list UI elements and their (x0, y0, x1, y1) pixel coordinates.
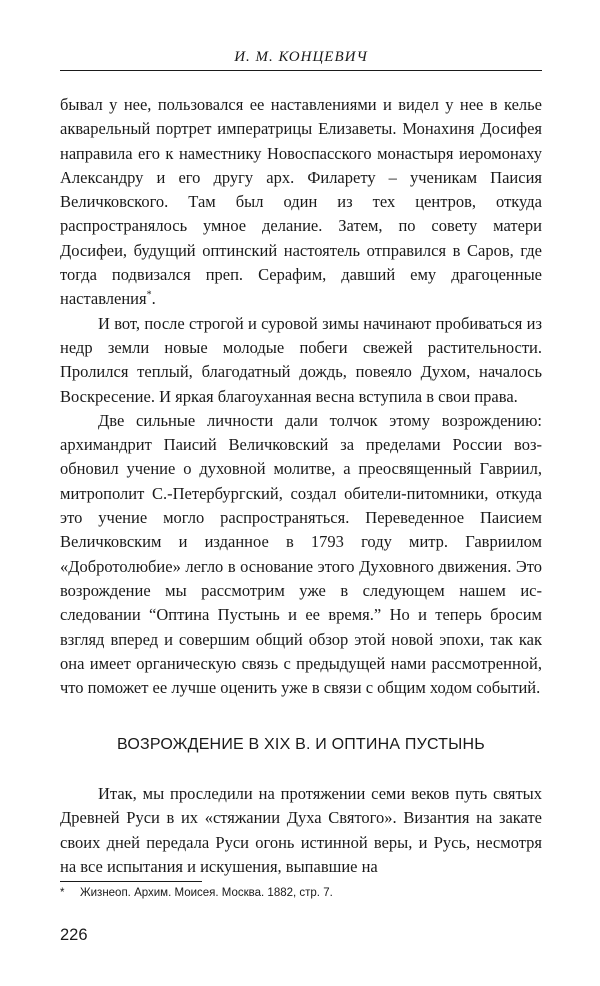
paragraph-1: бывал у нее, пользовался ее наставлениями и видел у нее в келье акварельный портрет императрицы Елизаветы. Монахиня Досифея направила его к наместнику Новоспасского монастыря иеромонаху Александру и его другу арх. Филарету – ученикам Паисия Величковского. Там был один из тех центров, откуда распространялось умное делание. Затем, по совету матери Досифеи, будущий оптинский настоятель отправился в Саров, где тогда подвизался преп. Серафим, давший ему драгоценные наставления*. (60, 95, 542, 309)
running-head: И. М. КОНЦЕВИЧ (234, 49, 368, 65)
footnote-ref-mark: * (146, 289, 152, 301)
footnote-mark: * (60, 887, 65, 899)
footnote-rule (60, 881, 202, 882)
paragraph-3: Две сильные личности дали толчок этому возрождению: архимандрит Паисий Величковский за пределами России возобновил учение о духовной молитве, а преосвященный Гавриил, митрополит С.-Петербургский, создал обители-питомники, откуда это учение могло распространяться. Переведенное Паисием Величковским и изданное в 1793 году митр. Гавриилом «Добротолюбие» легло в основание этого Духовного движения. Это возрождение мы рассмотрим уже в следующем нашем исследовании “Оптина Пустынь и ее время.” Но и теперь бросим взгляд вперед и совершим общий обзор этой новой эпохи, так как она имеет органическую связь с предыдущей нами рассмотренной, что поможет ее лучше оценить уже в связи с общим ходом событий. (60, 410, 542, 698)
footnote-text: Жизнеоп. Архим. Моисея. Москва. 1882, стр. 7. (80, 887, 333, 899)
header-rule (60, 70, 542, 71)
paragraph-4: Итак, мы проследили на протяжении семи веков путь святых Древней Руси в их «стяжании Духа Святого». Византия на закате своих дней передала Руси огонь истинной веры, и Русь, несмотря на все испытания и искушения, выпавшие на (60, 784, 542, 876)
paragraph-1-text: бывал у нее, пользовался ее наставлениями и видел у нее в келье акварельный портрет императрицы Елизаветы. Монахиня Досифея направила его к наместнику Новоспасского монастыря иеромонаху Александру и его другу арх. Филарету – ученикам Паисия Величковского. Там был один из тех центров, откуда распространялось умное делание. Затем, по совету матери Досифеи, будущий оптинский настоятель отправился в Саров, где тогда подвизался преп. Серафим, давший ему драгоценные наставления (60, 95, 542, 309)
footnote (60, 885, 542, 901)
page-number: 226 (60, 926, 88, 944)
main-text-top (60, 93, 542, 700)
main-text-bottom (60, 782, 542, 879)
section-heading: ВОЗРОЖДЕНИЕ В XIX В. И ОПТИНА ПУСТЫНЬ (117, 736, 485, 753)
paragraph-2: И вот, после строгой и суровой зимы начинают пробиваться из недр земли новые молодые побеги свежей растительности. Пролился теплый, благодатный дождь, повеяло Духом, началось Воскресение. И яркая благоуханная весна вступила в свои права. (60, 313, 542, 406)
